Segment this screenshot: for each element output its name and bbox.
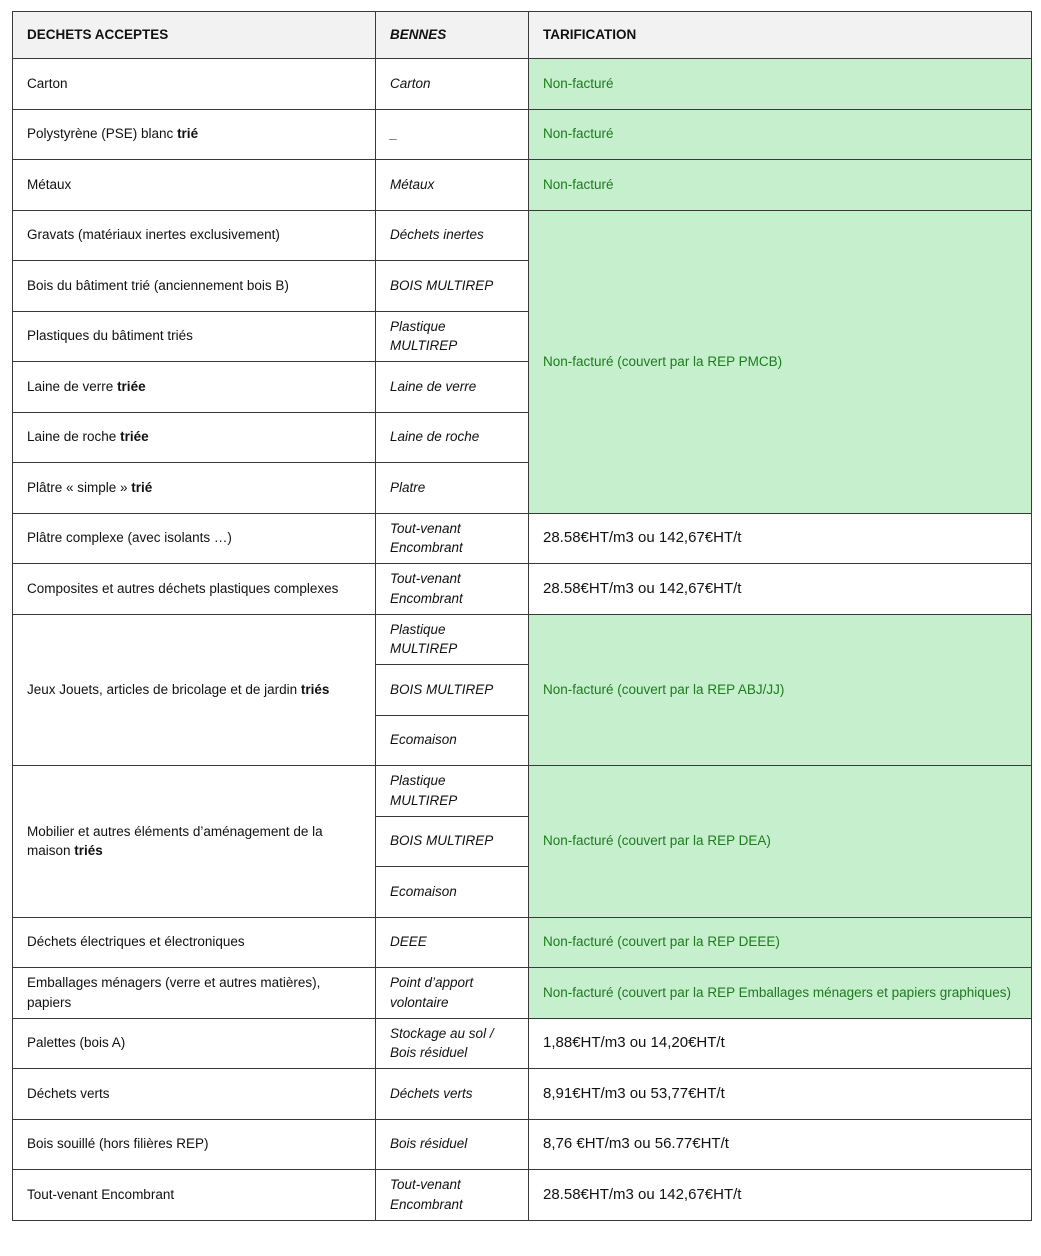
- tarif-cell: Non-facturé: [529, 160, 1032, 211]
- tarif-cell: Non-facturé (couvert par la REP ABJ/JJ): [529, 614, 1032, 766]
- table-row: [13, 564, 1032, 615]
- table-row: [13, 1119, 1032, 1170]
- dechet-cell: [13, 412, 376, 463]
- dechet-text: Laine de verre: [27, 378, 118, 394]
- benne-cell: Plastique MULTIREP: [376, 614, 529, 665]
- table-row: [13, 766, 1032, 817]
- dechet-emphasis: triée: [120, 429, 149, 445]
- benne-cell: Bois résiduel: [376, 1119, 529, 1170]
- table-row: [13, 917, 1032, 968]
- tarif-cell: 28.58€HT/m3 ou 142,67€HT/t: [529, 564, 1032, 615]
- dechet-cell: Métaux: [13, 160, 376, 211]
- table-row: [13, 614, 1032, 665]
- table-row: [13, 160, 1032, 211]
- dechet-cell: [13, 766, 376, 918]
- tarif-cell: 8,91€HT/m3 ou 53,77€HT/t: [529, 1069, 1032, 1120]
- tarif-cell: Non-facturé: [529, 59, 1032, 110]
- waste-tariff-table: [12, 11, 1032, 1221]
- table-row: [13, 1069, 1032, 1120]
- dechet-text: Polystyrène (PSE) blanc: [27, 126, 178, 142]
- dechet-cell: Plastiques du bâtiment triés: [13, 311, 376, 362]
- benne-cell: Tout-venant Encombrant: [376, 1170, 529, 1221]
- dechet-cell: Composites et autres déchets plastiques complexes: [13, 564, 376, 615]
- benne-cell: DEEE: [376, 917, 529, 968]
- benne-cell: Stockage au sol / Bois résiduel: [376, 1018, 529, 1069]
- tarif-cell: Non-facturé (couvert par la REP DEA): [529, 766, 1032, 918]
- header-dechets: DECHETS ACCEPTES: [13, 12, 376, 59]
- tarif-cell: 8,76 €HT/m3 ou 56.77€HT/t: [529, 1119, 1032, 1170]
- benne-cell: Métaux: [376, 160, 529, 211]
- dechet-cell: Tout-venant Encombrant: [13, 1170, 376, 1221]
- dechet-cell: Déchets verts: [13, 1069, 376, 1120]
- dechet-text: Plâtre « simple »: [27, 479, 132, 495]
- tarif-cell: Non-facturé: [529, 109, 1032, 160]
- tarif-cell: 1,88€HT/m3 ou 14,20€HT/t: [529, 1018, 1032, 1069]
- dechet-cell: [13, 614, 376, 766]
- tarif-cell: 28.58€HT/m3 ou 142,67€HT/t: [529, 1170, 1032, 1221]
- header-tarification: TARIFICATION: [529, 12, 1032, 59]
- benne-cell: Tout-venant Encombrant: [376, 513, 529, 564]
- table-row: [13, 968, 1032, 1019]
- benne-cell: Déchets verts: [376, 1069, 529, 1120]
- dechet-text: Mobilier et autres éléments d’aménagement de la maison: [27, 823, 323, 859]
- tarif-cell-pmcb: Non-facturé (couvert par la REP PMCB): [529, 210, 1032, 513]
- benne-cell: Platre: [376, 463, 529, 514]
- table-row: [13, 109, 1032, 160]
- benne-cell: BOIS MULTIREP: [376, 261, 529, 312]
- dechet-cell: [13, 463, 376, 514]
- benne-cell: Ecomaison: [376, 867, 529, 918]
- tarif-cell: Non-facturé (couvert par la REP DEEE): [529, 917, 1032, 968]
- benne-cell: BOIS MULTIREP: [376, 816, 529, 867]
- header-row: [13, 12, 1032, 59]
- benne-cell: BOIS MULTIREP: [376, 665, 529, 716]
- dechet-cell: Gravats (matériaux inertes exclusivement): [13, 210, 376, 261]
- dechet-cell: [13, 109, 376, 160]
- dechet-emphasis: triée: [117, 378, 146, 394]
- benne-cell: Carton: [376, 59, 529, 110]
- dechet-cell: Plâtre complexe (avec isolants …): [13, 513, 376, 564]
- benne-cell: Laine de verre: [376, 362, 529, 413]
- dechet-emphasis: triés: [74, 843, 103, 859]
- table-row: [13, 210, 1032, 261]
- dechet-text: Laine de roche: [27, 429, 121, 445]
- tarif-cell: 28.58€HT/m3 ou 142,67€HT/t: [529, 513, 1032, 564]
- dechet-text: Jeux Jouets, articles de bricolage et de jardin: [27, 681, 301, 697]
- dechet-cell: Palettes (bois A): [13, 1018, 376, 1069]
- dechet-emphasis: trié: [177, 126, 199, 142]
- table-row: [13, 1018, 1032, 1069]
- dechet-cell: Emballages ménagers (verre et autres matières), papiers: [13, 968, 376, 1019]
- table-row: [13, 59, 1032, 110]
- benne-cell: Tout-venant Encombrant: [376, 564, 529, 615]
- dechet-cell: Carton: [13, 59, 376, 110]
- dechet-cell: Bois du bâtiment trié (anciennement bois B): [13, 261, 376, 312]
- tarif-cell: Non-facturé (couvert par la REP Emballages ménagers et papiers graphiques): [529, 968, 1032, 1019]
- benne-cell: Point d’apport volontaire: [376, 968, 529, 1019]
- table-row: [13, 1170, 1032, 1221]
- dechet-emphasis: triés: [300, 681, 330, 697]
- dechet-cell: Déchets électriques et électroniques: [13, 917, 376, 968]
- benne-cell: Ecomaison: [376, 715, 529, 766]
- benne-cell: Laine de roche: [376, 412, 529, 463]
- dechet-cell: Bois souillé (hors filières REP): [13, 1119, 376, 1170]
- benne-cell: Déchets inertes: [376, 210, 529, 261]
- header-bennes: BENNES: [376, 12, 529, 59]
- dechet-cell: [13, 362, 376, 413]
- dechet-emphasis: trié: [131, 479, 153, 495]
- benne-cell: _: [376, 109, 529, 160]
- benne-cell: Plastique MULTIREP: [376, 311, 529, 362]
- table-row: [13, 513, 1032, 564]
- benne-cell: Plastique MULTIREP: [376, 766, 529, 817]
